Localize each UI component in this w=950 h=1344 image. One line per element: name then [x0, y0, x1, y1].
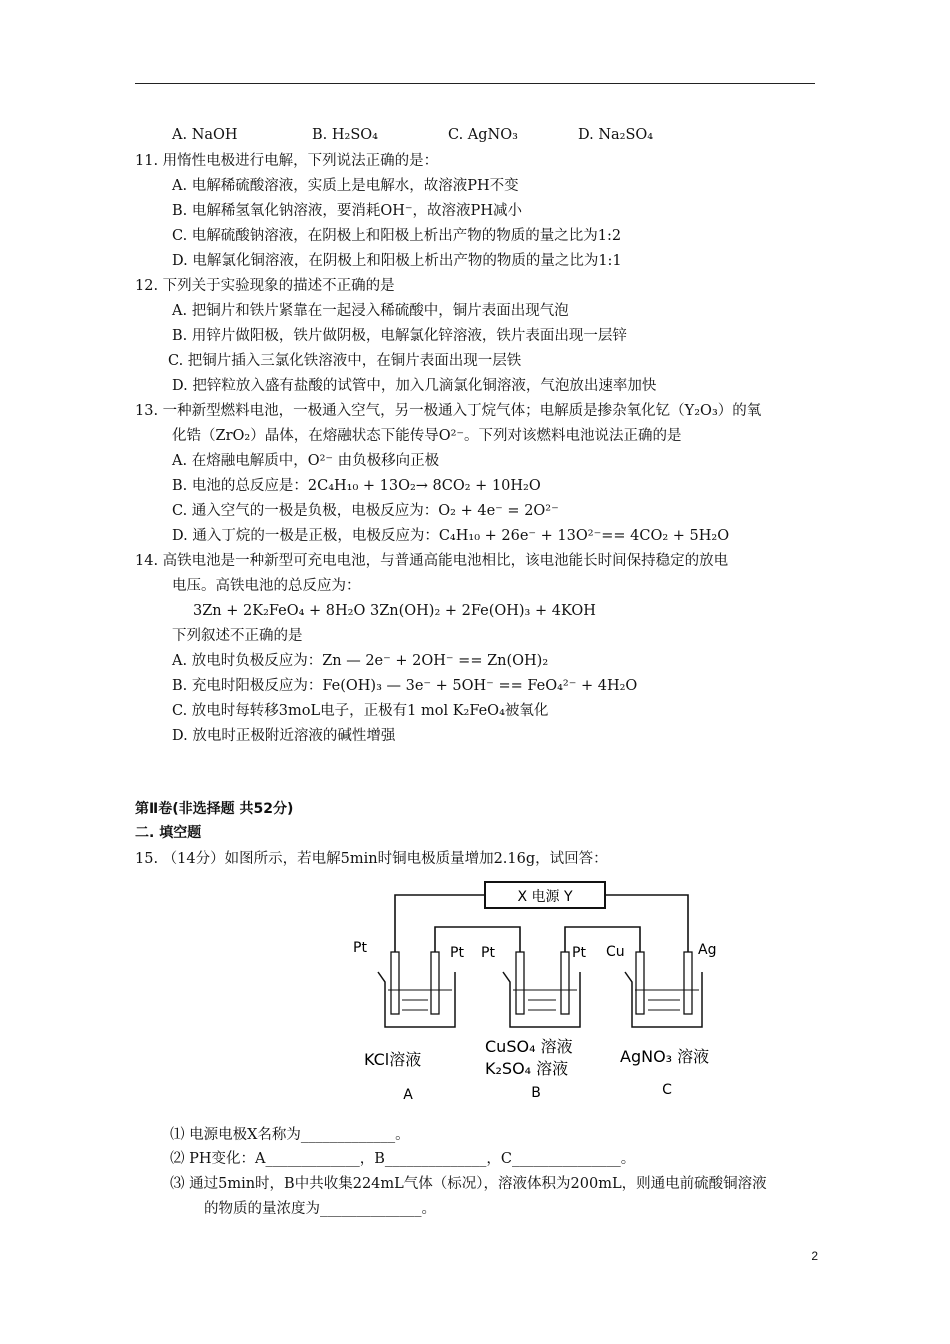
q11-option-d: D. 电解氯化铜溶液，在阴极上和阳极上析出产物的物质的量之比为1:1 [172, 253, 622, 269]
page-number: 2 [811, 1249, 818, 1263]
solution-label-b2: K₂SO₄ 溶液 [485, 1059, 569, 1078]
electrode-label-pt-4: Pt [572, 945, 586, 961]
q13-option-a: A. 在熔融电解质中，O²⁻ 由负极移向正极 [172, 453, 440, 469]
wire-a-b [435, 927, 520, 952]
beaker-b [503, 952, 580, 1027]
beaker-letter-c: C [662, 1082, 672, 1098]
beaker-letter-a: A [403, 1087, 413, 1103]
q12-option-b: B. 用锌片做阳极，铁片做阴极，电解氯化锌溶液，铁片表面出现一层锌 [172, 328, 627, 344]
q15-sub2: ⑵ PH变化：A_____________，B______________，C_______________。 [170, 1151, 636, 1167]
q15-stem: 15. （14分）如图所示，若电解5min时铜电极质量增加2.16g，试回答： [135, 851, 608, 867]
electrode-label-pt-3: Pt [481, 945, 495, 961]
q14-option-d: D. 放电时正极附近溶液的碱性增强 [172, 728, 396, 744]
q14-stem-line2: 电压。高铁电池的总反应为： [172, 578, 361, 594]
q13-option-d: D. 通入丁烷的一极是正极，电极反应为：C₄H₁₀ + 26e⁻ + 13O²⁻== 4CO₂ + 5H₂O [172, 528, 730, 544]
q14-stem-line1: 14. 高铁电池是一种新型可充电电池，与普通高能电池相比，该电池能长时间保持稳定的放电 [135, 553, 729, 569]
q12-option-d: D. 把锌粒放入盛有盐酸的试管中，加入几滴氯化铜溶液，气泡放出速率加快 [172, 378, 657, 394]
q11-option-b: B. 电解稀氢氧化钠溶液，要消耗OH⁻，故溶液PH减小 [172, 203, 522, 219]
q11-stem: 11. 用惰性电极进行电解，下列说法正确的是： [135, 153, 439, 169]
q13-option-c: C. 通入空气的一极是负极，电极反应为：O₂ + 4e⁻ = 2O²⁻ [172, 503, 559, 519]
q12-option-c: C. 把铜片插入三氯化铁溶液中，在铜片表面出现一层铁 [168, 353, 522, 369]
q13-stem-line1: 13. 一种新型燃料电池，一极通入空气，另一极通入丁烷气体；电解质是掺杂氧化钇（Y₂O₃）的氧 [135, 403, 762, 419]
electrode-label-cu: Cu [606, 944, 625, 960]
q14-option-c: C. 放电时每转移3moL电子，正极有1 mol K₂FeO₄被氧化 [172, 703, 549, 719]
section2-subtitle: 二. 填空题 [135, 825, 202, 841]
section2-title: 第Ⅱ卷(非选择题 共52分) [135, 801, 294, 817]
solution-label-b1: CuSO₄ 溶液 [485, 1037, 573, 1056]
q10-option-b: B. H₂SO₄ [312, 127, 378, 143]
q14-option-a: A. 放电时负极反应为：Zn — 2e⁻ + 2OH⁻ == Zn(OH)₂ [172, 653, 549, 669]
q13-option-b: B. 电池的总反应是：2C₄H₁₀ + 13O₂→ 8CO₂ + 10H₂O [172, 478, 541, 494]
beaker-letter-b: B [531, 1085, 541, 1101]
beaker-a [378, 952, 455, 1027]
wire-x [395, 895, 485, 952]
header-rule [135, 83, 815, 84]
q15-sub1: ⑴ 电源电极X名称为_____________。 [170, 1127, 410, 1143]
q13-stem-line2: 化锆（ZrO₂）晶体，在熔融状态下能传导O²⁻。下列对该燃料电池说法正确的是 [172, 428, 682, 444]
beaker-c [625, 952, 702, 1027]
q15-sub3-line1: ⑶ 通过5min时，B中共收集224mL气体（标况），溶液体积为200mL，则通电前硫酸铜溶液 [170, 1176, 767, 1192]
q15-sub3-line2: 的物质的量浓度为______________。 [204, 1201, 436, 1217]
power-source-label: X 电源 Y [517, 889, 573, 905]
electrode-label-ag: Ag [698, 942, 717, 958]
solution-label-c: AgNO₃ 溶液 [620, 1047, 710, 1066]
q10-option-a: A. NaOH [172, 127, 238, 143]
q11-option-c: C. 电解硫酸钠溶液，在阴极上和阳极上析出产物的物质的量之比为1:2 [172, 228, 622, 244]
q14-equation: 3Zn + 2K₂FeO₄ + 8H₂O 3Zn(OH)₂ + 2Fe(OH)₃ + 4KOH [193, 603, 596, 619]
q10-option-c: C. AgNO₃ [448, 127, 518, 143]
q12-option-a: A. 把铜片和铁片紧靠在一起浸入稀硫酸中，铜片表面出现气泡 [172, 303, 569, 319]
q14-prompt: 下列叙述不正确的是 [172, 628, 303, 644]
q10-option-d: D. Na₂SO₄ [578, 127, 654, 143]
q11-option-a: A. 电解稀硫酸溶液，实质上是电解水，故溶液PH不变 [172, 178, 519, 194]
electrode-label-pt-2: Pt [450, 945, 464, 961]
electrolysis-diagram [340, 872, 760, 1112]
solution-label-a: KCl溶液 [364, 1050, 422, 1069]
q14-option-b: B. 充电时阳极反应为：Fe(OH)₃ — 3e⁻ + 5OH⁻ == FeO₄²⁻ + 4H₂O [172, 678, 638, 694]
electrode-label-pt-1: Pt [353, 940, 367, 956]
q12-stem: 12. 下列关于实验现象的描述不正确的是 [135, 278, 395, 294]
